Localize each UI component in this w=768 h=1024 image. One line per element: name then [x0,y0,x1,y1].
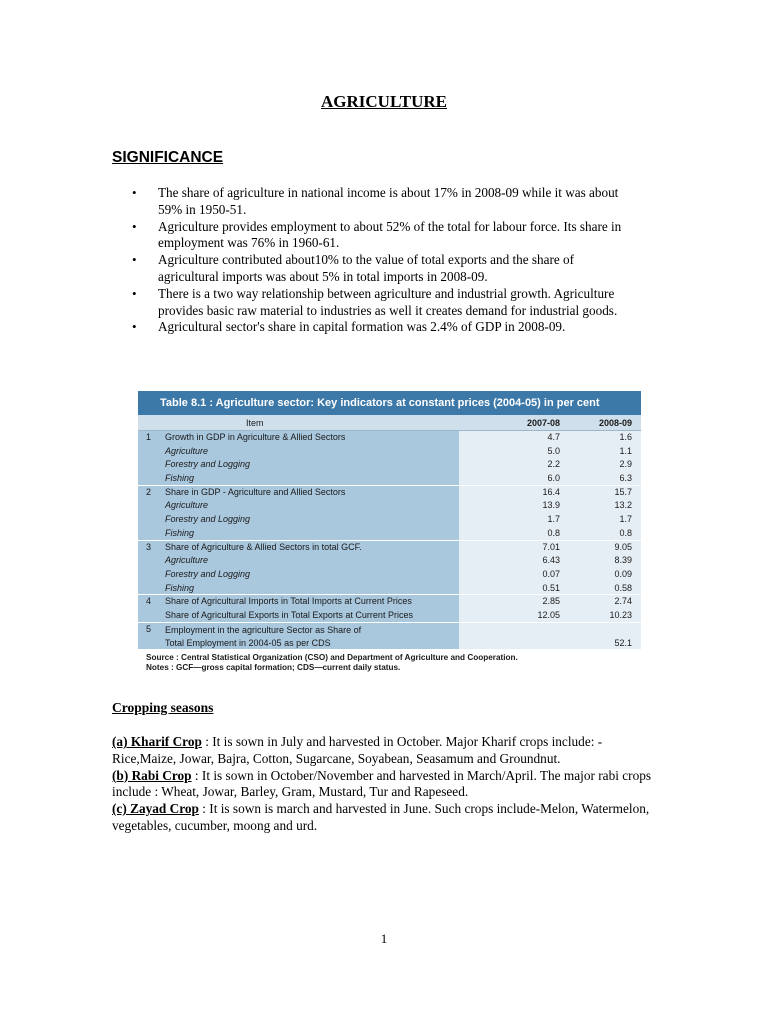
row-label: Fishing [165,527,195,538]
list-item: • Agricultural sector's share in capital formation was 2.4% of GDP in 2008-09. [158,319,638,336]
cropping-seasons-heading: Cropping seasons [112,700,214,715]
value-2007-08: 2.85 [542,596,560,607]
row-number: 1 [146,432,152,442]
value-2007-08: 0.8 [547,527,560,538]
table-row [138,554,641,568]
value-2008-09: 10.23 [609,609,632,620]
table-row [138,472,641,486]
value-2007-08: 4.7 [547,432,560,442]
rabi-crop-label: (b) Rabi Crop [112,767,192,783]
table-header [138,415,641,431]
kharif-crop-label: (a) Kharif Crop [112,734,202,749]
row-label: Share in GDP - Agriculture and Allied Sectors [165,486,346,497]
row-number: 4 [146,596,152,607]
page-title: AGRICULTURE [321,92,447,111]
column-header-item: Item [246,418,264,428]
table-row [138,513,641,527]
table-body [138,431,641,650]
cropping-seasons-text [112,734,656,835]
row-label: Share of Agricultural Exports in Total Exports at Current Prices [165,609,413,620]
table-row [138,582,641,596]
value-2008-09: 1.1 [619,445,632,456]
value-2008-09: 13.2 [614,500,632,511]
table-row [138,527,641,541]
value-2007-08: 13.9 [542,500,560,511]
rabi-crop-text: : It is sown in October/November and harvested in March/April. The major rabi crops include : Wheat, Jowar, Barley, Gram, Mustard, Tur and Rapeseed. [112,767,652,800]
row-label: Fishing [165,582,195,593]
table-row [138,445,641,459]
value-2007-08: 0.07 [542,568,560,579]
value-2008-09: 15.7 [614,486,632,497]
kharif-crop-text: : It is sown in July and harvested in October. Major Kharif crops include: - Rice,Maize, Jowar, Bajra, Cotton, Sugarcane, Soyabean, Seasamum and Groundnut. [112,734,603,766]
value-2008-09: 0.8 [619,527,632,538]
value-2007-08: 7.01 [542,541,560,552]
table-note: Notes : GCF—gross capital formation; CDS—current daily status. [146,662,401,672]
row-label: Share of Agriculture & Allied Sectors in total GCF. [165,541,362,552]
row-label [165,624,361,650]
table-notes [138,650,641,673]
value-2008-09: 1.6 [619,432,632,442]
table-row [138,595,641,609]
table-row [138,609,641,623]
row-label: Agriculture [165,500,209,511]
table-source: Source : Central Statistical Organization (CSO) and Department of Agriculture and Cooperation. [146,652,518,662]
table-row [138,623,641,650]
value-2008-09: 6.3 [619,473,632,484]
value-2008-09: 8.39 [614,555,632,566]
value-2008-09: 2.74 [614,596,632,607]
row-number: 2 [146,486,152,497]
table-title: Table 8.1 : Agriculture sector: Key indicators at constant prices (2004-05) in per cent [138,391,641,415]
significance-heading: SIGNIFICANCE [112,149,224,166]
row-label: Forestry and Logging [165,459,251,470]
value-2008-09: 0.09 [614,568,632,579]
significance-list [158,185,638,336]
zayad-crop-text: : It is sown is march and harvested in June. Such crops include-Melon, Watermelon, vegetables, cucumber, moong and urd. [112,801,650,833]
value-2007-08: 6.0 [547,473,560,484]
value-2007-08: 1.7 [547,514,560,525]
value-2007-08: 6.43 [542,555,560,566]
value-2008-09: 52.1 [614,637,632,648]
value-2007-08: 16.4 [542,486,560,497]
column-header-2008-09: 2008-09 [598,418,632,428]
list-item: • There is a two way relationship between agriculture and industrial growth. Agriculture provides basic raw material to industries as well it creates demand for industrial goods. [158,286,638,320]
value-2007-08: 0.51 [542,582,560,593]
zayad-crop-label: (c) Zayad Crop [112,801,199,817]
table-row [138,541,641,555]
value-2008-09: 1.7 [619,514,632,525]
table-row [138,486,641,500]
value-2007-08: 2.2 [547,459,560,470]
table-row [138,568,641,582]
row-label: Forestry and Logging [165,568,251,579]
row-label: Share of Agricultural Imports in Total Imports at Current Prices [165,596,412,607]
list-item: • The share of agriculture in national income is about 17% in 2008-09 while it was about 59% in 1950-51. [158,185,638,219]
page-number: 1 [380,931,388,946]
row-label: Agriculture [165,445,209,456]
table-row [138,431,641,445]
value-2007-08: 5.0 [547,445,560,456]
row-label: Growth in GDP in Agriculture & Allied Sectors [165,432,346,442]
row-number: 3 [146,541,152,552]
value-2008-09: 9.05 [614,541,632,552]
row-label: Forestry and Logging [165,514,251,525]
row-label-line: Total Employment in 2004-05 as per CDS [165,637,331,648]
row-label: Fishing [165,473,195,484]
list-item: • Agriculture provides employment to about 52% of the total for labour force. Its share in employment was 76% in 1960-61. [158,219,638,253]
row-number: 5 [146,623,152,634]
table-row [138,458,641,472]
value-2008-09: 0.58 [614,582,632,593]
row-label: Agriculture [165,555,209,566]
value-2007-08: 12.05 [537,609,560,620]
table-row [138,499,641,513]
row-label-line: Employment in the agriculture Sector as Share of [165,624,362,635]
column-header-2007-08: 2007-08 [526,418,560,428]
list-item: • Agriculture contributed about10% to the value of total exports and the share of agricultural imports was about 5% in total imports in 2008-09. [158,252,638,286]
agriculture-indicators-table [138,391,641,684]
value-2008-09: 2.9 [619,459,632,470]
